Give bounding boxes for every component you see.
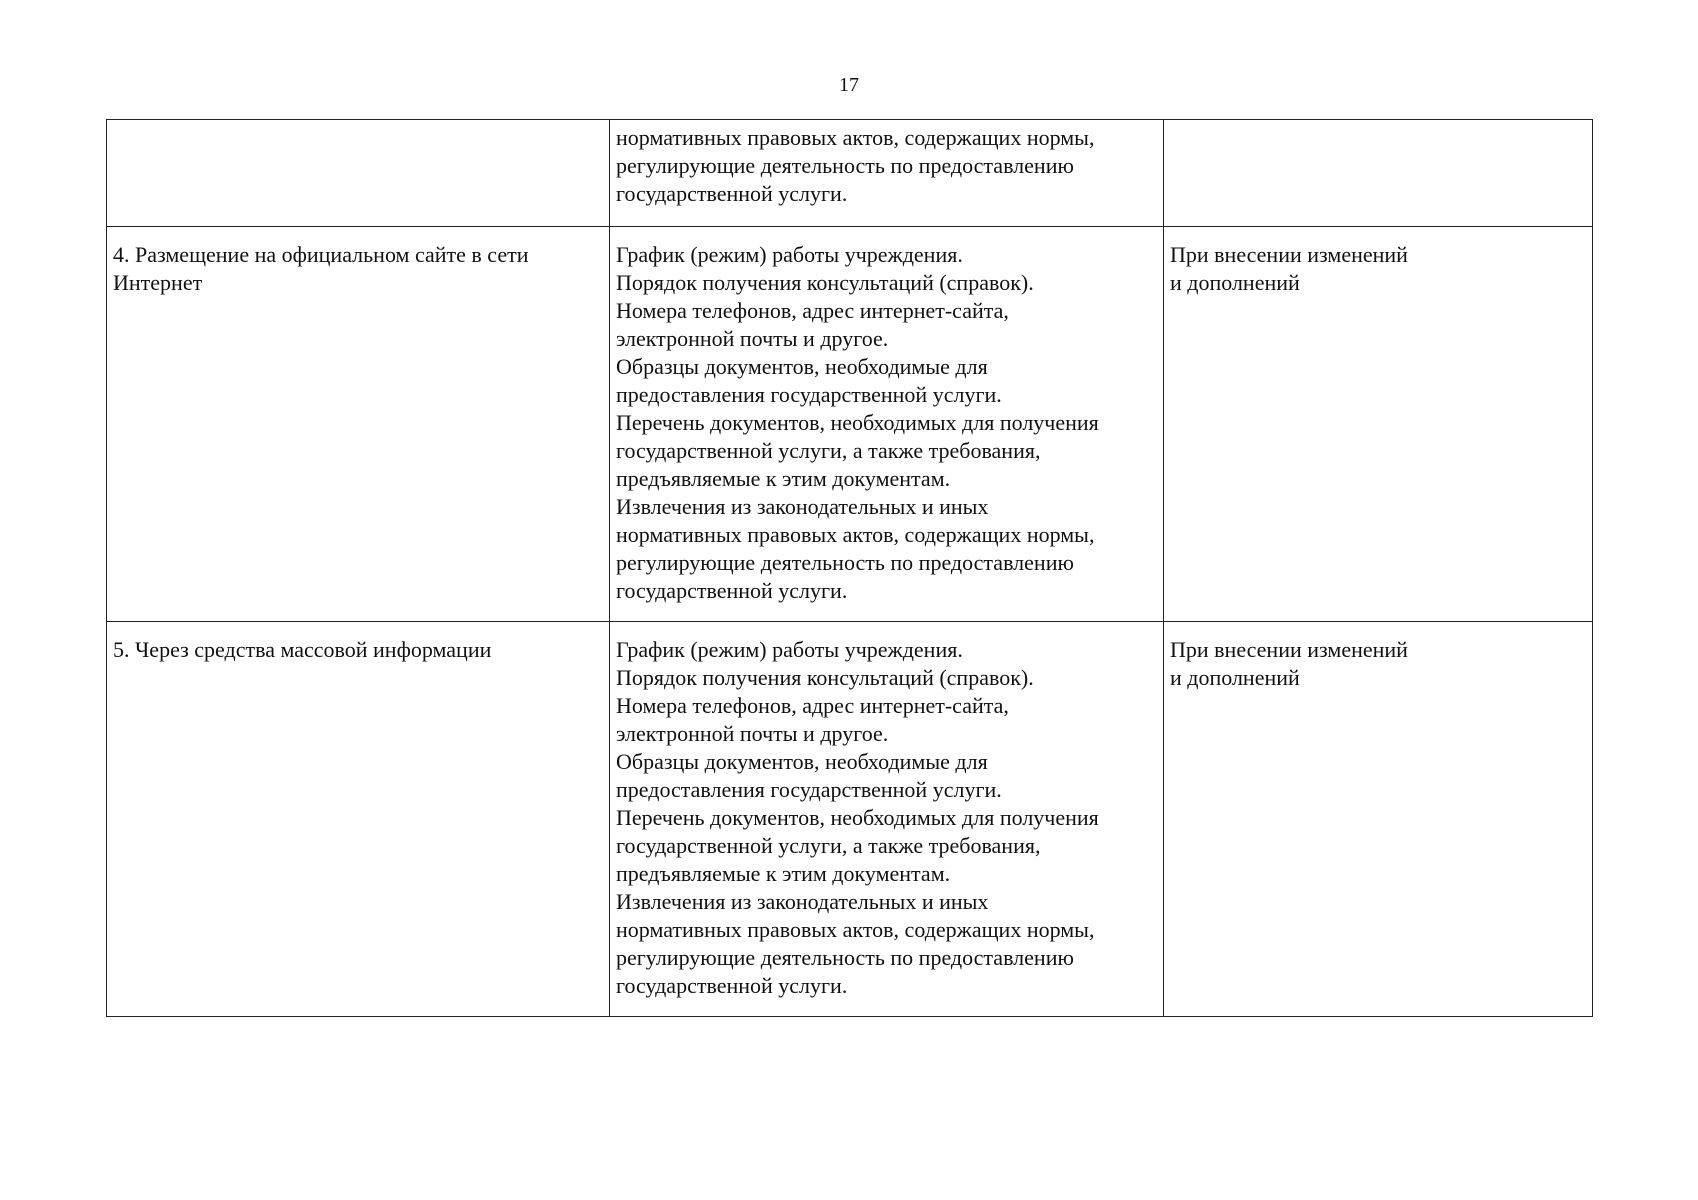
text-line: нормативных правовых актов, содержащих нормы, [616,522,1095,547]
content-text [616,636,1157,1000]
text-line: 5. Через средства массовой информации [113,637,492,662]
information-table [106,119,1593,1017]
text-line: государственной услуги. [616,973,848,998]
content-cell [610,227,1164,622]
text-line: регулирующие деятельность по предоставлению [616,153,1074,178]
method-cell [107,120,610,227]
text-line: Порядок получения консультаций (справок). [616,665,1034,690]
frequency-text [1170,636,1586,692]
text-line: и дополнений [1170,665,1300,690]
text-line: нормативных правовых актов, содержащих нормы, [616,125,1095,150]
text-line: При внесении изменений [1170,242,1408,267]
table-row [107,227,1593,622]
text-line: Образцы документов, необходимые для [616,354,988,379]
text-line: Перечень документов, необходимых для получения [616,805,1099,830]
text-line: нормативных правовых актов, содержащих нормы, [616,917,1095,942]
content-text [616,241,1157,605]
table-row [107,120,1593,227]
content-text [616,124,1157,208]
text-line: электронной почты и другое. [616,326,889,351]
frequency-cell [1164,227,1593,622]
text-line: График (режим) работы учреждения. [616,242,963,267]
method-text [113,636,603,664]
text-line: Образцы документов, необходимые для [616,749,988,774]
frequency-cell [1164,622,1593,1017]
text-line: Извлечения из законодательных и иных [616,889,989,914]
text-line: предоставления государственной услуги. [616,777,1002,802]
frequency-cell [1164,120,1593,227]
text-line: регулирующие деятельность по предоставлению [616,550,1074,575]
content-cell [610,120,1164,227]
method-cell [107,227,610,622]
text-line: государственной услуги, а также требования, [616,833,1041,858]
method-cell [107,622,610,1017]
text-line: Интернет [113,270,203,295]
text-line: График (режим) работы учреждения. [616,637,963,662]
content-cell [610,622,1164,1017]
text-line: Перечень документов, необходимых для получения [616,410,1099,435]
text-line: государственной услуги, а также требования, [616,438,1041,463]
method-text [113,241,603,297]
table-row [107,622,1593,1017]
text-line: предъявляемые к этим документам. [616,861,951,886]
text-line: государственной услуги. [616,578,848,603]
text-line: государственной услуги. [616,181,848,206]
text-line: Извлечения из законодательных и иных [616,494,989,519]
text-line: предъявляемые к этим документам. [616,466,951,491]
text-line: Номера телефонов, адрес интернет-сайта, [616,298,1009,323]
page-number: 17 [839,74,859,96]
text-line: электронной почты и другое. [616,721,889,746]
frequency-text [1170,241,1586,297]
text-line: Номера телефонов, адрес интернет-сайта, [616,693,1009,718]
text-line: При внесении изменений [1170,637,1408,662]
text-line: регулирующие деятельность по предоставлению [616,945,1074,970]
text-line: предоставления государственной услуги. [616,382,1002,407]
text-line: и дополнений [1170,270,1300,295]
text-line: 4. Размещение на официальном сайте в сети [113,242,529,267]
text-line: Порядок получения консультаций (справок). [616,270,1034,295]
table-body [107,120,1593,1017]
